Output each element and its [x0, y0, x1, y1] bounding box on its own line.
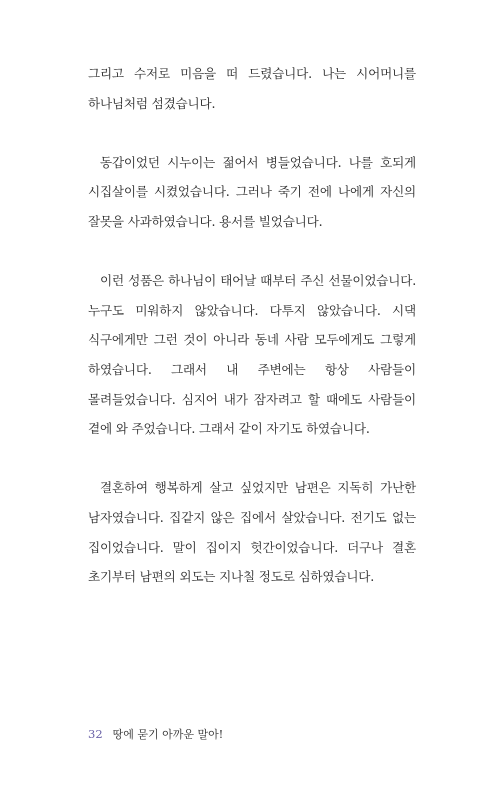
paragraph: 이런 성품은 하나님이 태어날 때부터 주신 선물이었습니다. 누구도 미워하지 않았습니다. 다투지 않았습니다. 시댁 식구에게만 그런 것이 아니라 동네 사람 모두에게도 그렇게 하였습니다. 그래서 내 주변에는 항상 사람들이 몰려들었습니다. 심지어 내가 잠자려고 할 때에도 사람들이 곁에 와 주었습니다. 그래서 같이 자기도 하였습니다. — [88, 273, 416, 437]
page-footer — [88, 726, 223, 742]
paragraph: 그리고 수저로 미음을 떠 드렸습니다. 나는 시어머니를 하나님처럼 섬겼습니다. — [88, 66, 416, 111]
book-title: 땅에 묻기 아까운 말아! — [112, 728, 224, 741]
page-number: 32 — [88, 727, 103, 741]
body-text — [88, 59, 416, 621]
paragraph: 동갑이었던 시누이는 젊어서 병들었습니다. 나를 호되게 시집살이를 시켰었습니다. 그러나 죽기 전에 나에게 자신의 잘못을 사과하였습니다. 용서를 빌었습니다. — [88, 154, 416, 229]
paragraph: 결혼하여 행복하게 살고 싶었지만 남편은 지독히 가난한 남자였습니다. 집같지 않은 집에서 살았습니다. 전기도 없는 집이었습니다. 말이 집이지 헛간이었습니다. 더구나 결혼 초기부터 남편의 외도는 지나칠 정도로 심하였습니다. — [88, 480, 416, 585]
